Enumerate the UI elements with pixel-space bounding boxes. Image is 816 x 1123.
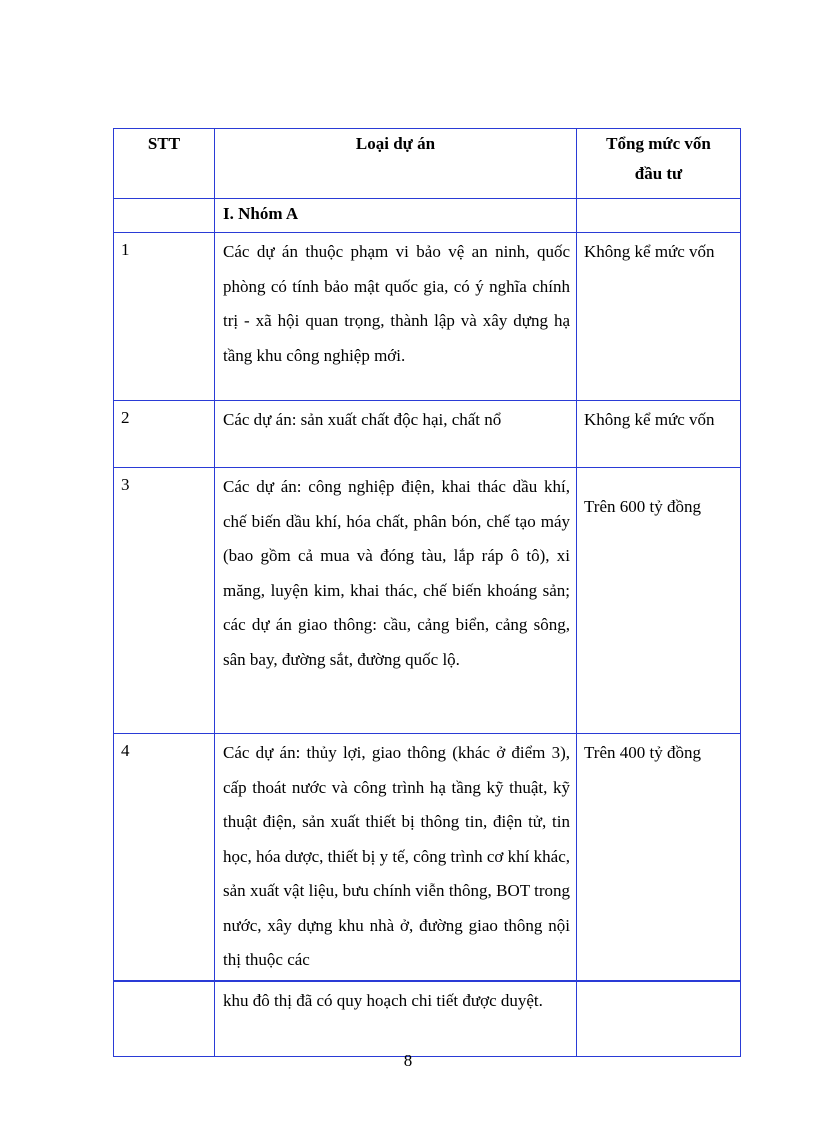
row-project-type: Các dự án: sản xuất chất độc hại, chất nổ [215,401,577,468]
header-capital-line2: đầu tư [634,164,683,183]
table-row [114,734,741,982]
header-stt [114,129,215,199]
header-total-capital [577,129,741,199]
group-title: I. Nhóm A [215,199,577,233]
table-row [114,981,741,1057]
row-project-type: Các dự án: thủy lợi, giao thông (khác ở điểm 3), cấp thoát nước và công trình hạ tầng kỹ thuật, kỹ thuật điện, sản xuất thiết bị thông tin, điện tử, tin học, hóa dược, thiết bị y tế, công trình cơ khí khác, sản xuất vật liệu, bưu chính viễn thông, BOT trong nước, xây dựng khu nhà ở, đường giao thông nội thị thuộc các [215,734,577,982]
row-project-type: Các dự án: công nghiệp điện, khai thác dầu khí, chế biến dầu khí, hóa chất, phân bón, chế tạo máy (bao gồm cả mua và đóng tàu, lắp ráp ô tô), xi măng, luyện kim, khai thác, chế biến khoáng sản; các dự án giao thông: cầu, cảng biển, cảng sông, sân bay, đường sắt, đường quốc lộ. [215,468,577,734]
table-header-row [114,129,741,199]
row-capital: Trên 600 tỷ đồng [577,468,741,734]
row-stt: 4 [114,734,215,982]
row-stt [114,981,215,1057]
table-row [114,401,741,468]
row-capital: Không kể mức vốn [577,233,741,401]
row-stt: 1 [114,233,215,401]
row-stt: 2 [114,401,215,468]
row-stt: 3 [114,468,215,734]
table-row [114,233,741,401]
header-stt-label: STT [147,134,181,153]
table-row [114,468,741,734]
row-capital [577,981,741,1057]
header-project-type-label: Loại dự án [355,134,436,153]
row-project-type: khu đô thị đã có quy hoạch chi tiết được duyệt. [215,981,577,1057]
header-project-type [215,129,577,199]
row-project-type: Các dự án thuộc phạm vi bảo vệ an ninh, quốc phòng có tính bảo mật quốc gia, có ý nghĩa chính trị - xã hội quan trọng, thành lập và xây dựng hạ tầng khu công nghiệp mới. [215,233,577,401]
group-capital-cell [577,199,741,233]
row-capital: Trên 400 tỷ đồng [577,734,741,982]
page-number: 8 [403,1051,413,1070]
project-classification-table [113,128,741,1057]
row-capital: Không kể mức vốn [577,401,741,468]
group-stt-cell [114,199,215,233]
header-capital-line1: Tổng mức vốn [606,134,711,153]
group-row [114,199,741,233]
